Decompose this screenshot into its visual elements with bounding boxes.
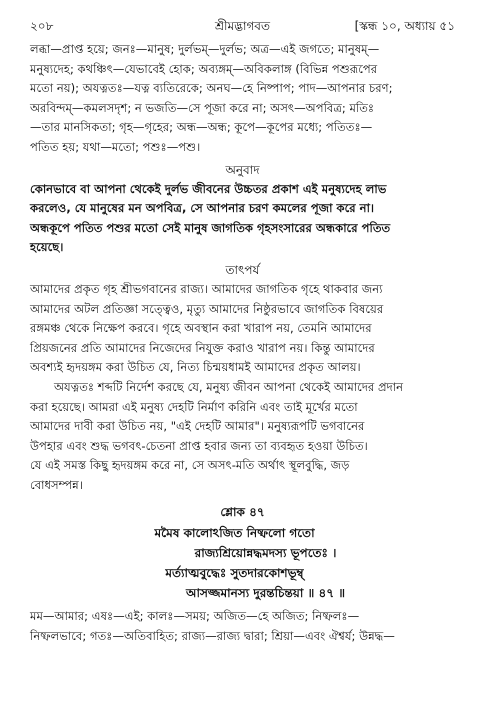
sloka-verse — [30, 523, 455, 603]
purport-section — [30, 260, 455, 496]
page-header — [30, 18, 455, 38]
synonyms-line: পতিত হয়; যথা—মতো; পশুঃ—পশু। — [30, 139, 201, 154]
translation-line: অন্ধকূপে পতিত পশুর মতো সেই মানুষ জাগতিক গৃহসংসারের অন্ধকারে পতিত — [30, 220, 391, 235]
purport-line: আমাদের অটল প্রতিজ্ঞা সত্ত্বেও, মৃত্যু আমাদের নিষ্ঠুরভাবে জাগতিক বিষয়ের — [30, 301, 384, 316]
translation-section — [30, 160, 455, 258]
section-reference: [স্কন্ধ ১০, অধ্যায় ৫১ — [354, 19, 455, 33]
purport-line: আমাদের প্রকৃত গৃহ শ্রীভগবানের রাজ্য। আমাদের জাগতিক গৃহে থাকবার জন্য — [30, 281, 383, 296]
translation-line: কোনভাবে বা আপনা থেকেই দুর্লভ জীবনের উচ্চতর প্রকাশ এই মনুষ্যদেহ লাভ — [30, 181, 387, 196]
synonyms-line: —তার মানসিকতা; গৃহ—গৃহের; অন্ধ—অন্ধ; কূপে—কূপের মধ্যে; পতিতঃ— — [30, 120, 373, 135]
synonyms-line: লব্ধা—প্রাপ্ত হয়ে; জনঃ—মানুষ; দুর্লভম্—দুর্লভ; অত্র—এই জগতে; মানুষম্— — [30, 42, 380, 56]
synonyms-bottom — [30, 607, 455, 646]
synonyms-line: অরবিন্দম্—কমলসদৃশ; ন ভজতি—সে পূজা করে না; অসৎ—অপবিত্র; মতিঃ — [30, 100, 375, 115]
purport-heading: তাৎপর্য — [225, 262, 260, 277]
sloka-heading: শ্লোক ৪৭ — [220, 505, 265, 520]
purport-line: অযত্নতঃ শব্দটি নির্দেশ করছে যে, মনুষ্য জীবন আপনা থেকেই আমাদের প্রদান — [54, 379, 404, 394]
synonyms-line: মতো নয়); অযত্নতঃ—যত্ন ব্যতিরেকে; অনঘ—হে নিষ্পাপ; পাদ—আপনার চরণ; — [30, 81, 393, 96]
verse-line: আসজ্জমানস্য দুরন্তচিন্তয়া ॥ ৪৭ ॥ — [185, 586, 345, 601]
purport-line: প্রিয়জনের প্রতি আমাদের নিজেদের নিযুক্ত করাও খারাপ নয়। কিন্তু আমাদের — [30, 340, 375, 355]
verse-line: মমৈষ কালোঽজিত নিষ্ফলো গতো — [154, 526, 315, 541]
purport-line: আমাদের দাবী করা উচিত নয়, "এই দেহটি আমার"। মনুষ্যরূপটি ভগবানের — [30, 419, 365, 434]
synonyms-line: মম—আমার; এষঃ—এই; কালঃ—সময়; অজিত—হে অজিত; নিষ্ফলঃ— — [30, 609, 360, 624]
purport-line: বোধসম্পন্ন। — [30, 477, 83, 492]
purport-line: অবশ্যই হৃদয়ঙ্গম করা উচিত যে, নিত্য চিন্ময়ধামই আমাদের প্রকৃত আলয়। — [30, 360, 361, 375]
sloka-section — [30, 501, 455, 603]
translation-line: করলেও, যে মানুষের মন অপবিত্র, সে আপনার চরণ কমলের পূজা করে না। — [30, 201, 375, 216]
verse-line: রাজ্যশ্রিয়োন্নদ্ধমদস্য ভূপতেঃ । — [194, 546, 337, 561]
synonyms-line: মনুষ্যদেহ; কথঞ্চিৎ—যেভাবেই হোক; অব্যঙ্গম্—অবিকলাঙ্গ (বিভিন্ন পশুরূপের — [30, 61, 378, 76]
synonyms-line: নিষ্ফলভাবে; গতঃ—অতিবাহিত; রাজ্য—রাজ্য দ্বারা; শ্রিয়া—এবং ঐশ্বর্য; উন্নদ্ধ— — [30, 629, 395, 644]
translation-line: হয়েছে। — [30, 240, 64, 255]
translation-heading: অনুবাদ — [225, 162, 260, 177]
synonyms-top — [30, 40, 455, 158]
purport-line: উপহার এবং শুদ্ধ ভগবৎ-চেতনা প্রাপ্ত হবার জন্য তা ব্যবহৃত হওয়া উচিত। — [30, 438, 368, 453]
purport-line: যে এই সমস্ত কিছু হৃদয়ঙ্গম করে না, সে অসৎ-মতি অর্থাৎ স্থূলবুদ্ধি, জড় — [30, 458, 350, 473]
verse-line: মর্ত্যাত্মবুদ্ধেঃ সুতদারকোশভূম্ব্ — [165, 566, 304, 581]
book-title: শ্রীমদ্ভাগবত — [214, 19, 270, 33]
purport-line: রঙ্গমঞ্চ থেকে নিক্ষেপ করবে। গৃহে অবস্থান করা খারাপ নয়, তেমনি আমাদের — [30, 321, 372, 336]
page-number: ২০৮ — [30, 19, 54, 33]
purport-line: করা হয়েছে। আমরা এই মনুষ্য দেহটি নির্মাণ করিনি এবং তাই মূর্খের মতো — [30, 399, 358, 414]
